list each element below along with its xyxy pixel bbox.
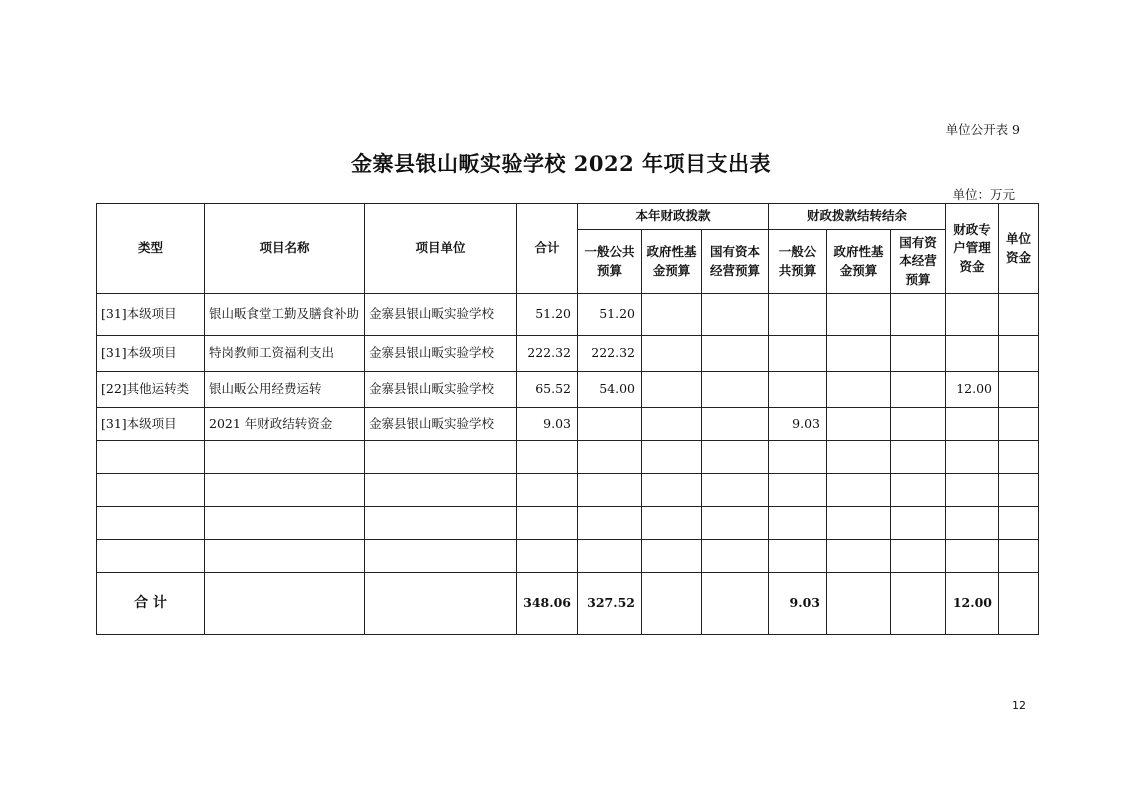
total-cell-cur-general: 327.52 [578, 573, 642, 635]
cell-unit-fund [999, 294, 1039, 336]
col-header-co-state-capital: 国有资本经营预算 [891, 230, 946, 294]
form-number: 单位公开表 9 [945, 122, 1020, 137]
col-header-special-fund: 财政专户管理资金 [946, 204, 999, 294]
cell-co-gov-fund [827, 336, 891, 372]
total-cell-co-gov-fund [827, 573, 891, 635]
cell-cur-general: 222.32 [578, 336, 642, 372]
cell-cur-general [578, 408, 642, 441]
cell-co-state-capital [891, 294, 946, 336]
cell-co-general: 9.03 [769, 408, 827, 441]
col-header-co-general: 一般公共预算 [769, 230, 827, 294]
cell-cur-gov-fund [642, 294, 702, 336]
page-number: 12 [1012, 699, 1026, 712]
cell-co-general [769, 372, 827, 408]
col-header-unit-fund: 单位资金 [999, 204, 1039, 294]
cell-cur-state-capital [702, 336, 769, 372]
cell-co-gov-fund [827, 294, 891, 336]
cell-total: 222.32 [517, 336, 578, 372]
empty-row [97, 540, 1039, 573]
col-header-total: 合计 [517, 204, 578, 294]
cell-special-fund [946, 336, 999, 372]
cell-unit-fund [999, 372, 1039, 408]
cell-cur-gov-fund [642, 372, 702, 408]
cell-co-general [769, 336, 827, 372]
col-header-cur-gov-fund: 政府性基金预算 [642, 230, 702, 294]
total-cell-total: 348.06 [517, 573, 578, 635]
total-cell-co-state-capital [891, 573, 946, 635]
cell-unit: 金寨县银山畈实验学校 [365, 372, 517, 408]
total-label: 合 计 [97, 573, 205, 635]
cell-name: 特岗教师工资福利支出 [205, 336, 365, 372]
cell-special-fund: 12.00 [946, 372, 999, 408]
cell-cur-state-capital [702, 294, 769, 336]
col-header-type: 类型 [97, 204, 205, 294]
cell-total: 65.52 [517, 372, 578, 408]
cell-cur-general: 51.20 [578, 294, 642, 336]
cell-unit-fund [999, 408, 1039, 441]
cell-name: 银山畈食堂工勤及膳食补助 [205, 294, 365, 336]
cell-co-state-capital [891, 336, 946, 372]
page-title: 金寨县银山畈实验学校 2022 年项目支出表 [350, 151, 772, 176]
cell-cur-gov-fund [642, 336, 702, 372]
cell-name: 2021 年财政结转资金 [205, 408, 365, 441]
project-expenditure-table [96, 203, 1039, 635]
col-group-carryover: 财政拨款结转结余 [769, 204, 946, 230]
col-group-current-appropriation: 本年财政拨款 [578, 204, 769, 230]
cell-type: [31]本级项目 [97, 294, 205, 336]
cell-total: 9.03 [517, 408, 578, 441]
total-cell-unit [365, 573, 517, 635]
cell-cur-state-capital [702, 372, 769, 408]
col-header-co-gov-fund: 政府性基金预算 [827, 230, 891, 294]
unit-label: 单位：万元 [952, 187, 1015, 202]
total-cell-unit-fund [999, 573, 1039, 635]
total-cell-special-fund: 12.00 [946, 573, 999, 635]
cell-cur-general: 54.00 [578, 372, 642, 408]
cell-unit: 金寨县银山畈实验学校 [365, 336, 517, 372]
header-row-1 [97, 204, 1039, 230]
col-header-cur-state-capital: 国有资本经营预算 [702, 230, 769, 294]
total-cell-name [205, 573, 365, 635]
cell-name: 银山畈公用经费运转 [205, 372, 365, 408]
cell-co-gov-fund [827, 408, 891, 441]
cell-unit-fund [999, 336, 1039, 372]
cell-cur-state-capital [702, 408, 769, 441]
col-header-name: 项目名称 [205, 204, 365, 294]
cell-co-general [769, 294, 827, 336]
table-row [97, 372, 1039, 408]
cell-cur-gov-fund [642, 408, 702, 441]
cell-type: [31]本级项目 [97, 408, 205, 441]
col-header-cur-general: 一般公共预算 [578, 230, 642, 294]
cell-total: 51.20 [517, 294, 578, 336]
cell-unit: 金寨县银山畈实验学校 [365, 408, 517, 441]
col-header-unit: 项目单位 [365, 204, 517, 294]
cell-special-fund [946, 294, 999, 336]
cell-co-state-capital [891, 408, 946, 441]
empty-row [97, 507, 1039, 540]
cell-type: [31]本级项目 [97, 336, 205, 372]
total-cell-cur-state-capital [702, 573, 769, 635]
empty-row [97, 441, 1039, 474]
table-row [97, 408, 1039, 441]
total-cell-cur-gov-fund [642, 573, 702, 635]
cell-co-state-capital [891, 372, 946, 408]
total-cell-co-general: 9.03 [769, 573, 827, 635]
total-row [97, 573, 1039, 635]
cell-special-fund [946, 408, 999, 441]
cell-co-gov-fund [827, 372, 891, 408]
empty-row [97, 474, 1039, 507]
cell-unit: 金寨县银山畈实验学校 [365, 294, 517, 336]
table-row [97, 336, 1039, 372]
cell-type: [22]其他运转类 [97, 372, 205, 408]
table-row [97, 294, 1039, 336]
